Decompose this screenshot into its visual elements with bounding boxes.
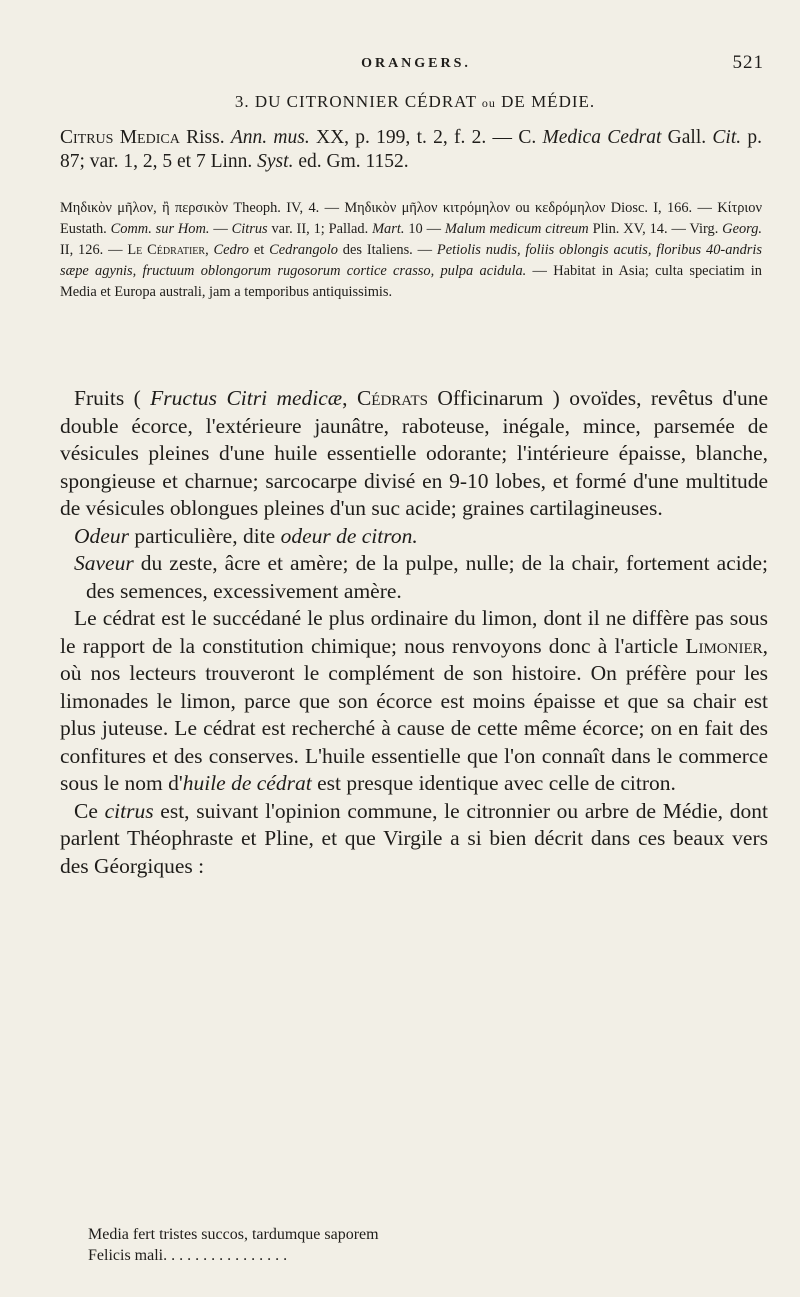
body-text: particulière, dite <box>128 523 281 548</box>
citrus-paragraph <box>60 798 768 881</box>
references-paragraph <box>60 198 762 303</box>
running-title: ORANGERS. <box>361 56 471 71</box>
synonym-ref: Ann. mus. <box>230 127 310 148</box>
ref-italic: Malum medicum citreum <box>444 221 589 237</box>
section-title-ou: ou <box>481 96 496 110</box>
section-number: 3. <box>234 92 250 111</box>
ref-italic: Mart. <box>372 221 405 237</box>
body-text: est, suivant l'opinion commune, le citronnier ou arbre de Médie, dont parlent Théophraste et Pline, et que Virgile a si bien décrit dans ces beaux vers des Géorgiques : <box>60 798 768 878</box>
body-text: Ce <box>74 798 105 823</box>
habitat-text: — Habitat in Asia; culta speciatim in Media et Europa australi, jam a temporibus antiquissimis. <box>60 263 762 300</box>
ref-italic: Citrus <box>231 221 268 237</box>
body-text: Officinarum ) ovoïdes, revêtus d'une double écorce, l'extérieure jaunâtre, raboteuse, inégale, mince, parsemée de vésicules pleines d'une huile essentielle odorante; l'intérieure épaisse, blanche, spongieuse et charnue; sarcocarpe divisé en 9-10 lobes, et formé d'une multitude de vésicules oblongues pleines d'un suc acide; graines cartilagineuses. <box>60 386 769 520</box>
body-italic: odeur de citron. <box>280 523 418 548</box>
body-text: est presque identique avec celle de citron. <box>311 771 676 795</box>
verse-line: Media fert tristes succos, tardumque saporem <box>88 1226 379 1243</box>
cedrat-paragraph <box>60 605 768 798</box>
section-title <box>60 92 770 112</box>
body-text: du zeste, âcre et amère; de la pulpe, nulle; de la chair, fortement acide; des semences, excessivement amère. <box>86 551 768 603</box>
ref-italic: Cedro <box>213 242 249 258</box>
body-text: , où nos lecteurs trouveront le complément de son histoire. On préfère pour les limonades le limon, parce que son écorce est moins épaisse et que sa chair est plus juteuse. Le cédrat est recherché à cause de cette même écorce; on en fait des confitures et des conserves. L'huile essentielle que l'on connaît dans le commerce sous le nom d' <box>60 633 768 795</box>
synonym-text: p. 87; var. 1, 2, 5 et 7 Linn. <box>60 127 763 172</box>
ref-italic: Comm. sur Hom. <box>110 221 210 237</box>
ref-text: — <box>209 221 232 237</box>
running-head <box>62 52 770 78</box>
saveur-label: Saveur <box>74 551 134 575</box>
ref-text: , <box>205 242 214 258</box>
page-number: 521 <box>732 52 764 73</box>
saveur-paragraph <box>74 550 768 605</box>
ref-italic: Cedrangolo <box>269 242 338 258</box>
synonym-ref: Cit. <box>712 127 742 148</box>
synonym-text: XX, p. 199, t. 2, f. 2. — C. <box>309 127 543 148</box>
body-smallcaps: Cédrats <box>356 386 428 410</box>
ref-italic: Georg. <box>722 221 763 237</box>
verse-quotation <box>88 1224 608 1266</box>
ref-text: Plin. XV, 14. — Virg. <box>588 221 723 237</box>
ref-text: 10 — <box>404 221 445 237</box>
synonym-ref: Syst. <box>257 151 294 172</box>
odeur-paragraph <box>74 523 768 551</box>
latin-diagnosis: Petiolis nudis, foliis oblongis acutis, floribus 40-andris sæpe agynis, fructuum oblongorum rugosorum cortice crasso, pulpa acidula. <box>60 242 762 279</box>
body-italic: citrus <box>104 798 154 823</box>
synonym-text: Gall. <box>661 127 713 148</box>
ref-text: II, 126. — <box>60 242 128 258</box>
body-italic: huile de cédrat <box>182 771 312 795</box>
section-title-b: DE MÉDIE. <box>501 92 596 111</box>
synonym-text: ed. Gm. 1152. <box>293 151 409 172</box>
body-italic: Fructus Citri medicæ <box>150 386 343 410</box>
ref-smallcaps: Le Cédratier <box>127 242 206 258</box>
body-smallcaps: Limonier <box>685 633 763 658</box>
main-text <box>60 385 768 880</box>
ref-text: des Italiens. — <box>337 242 437 258</box>
body-text: , <box>342 386 357 410</box>
synonym-name: Medica Cedrat <box>542 127 662 148</box>
odeur-label: Odeur <box>74 523 129 548</box>
synonym-text: Riss. <box>179 127 231 148</box>
body-text: Fruits ( <box>74 386 151 410</box>
ref-text: Μηδικὸν μῆλον, ἢ περσικὸν Theoph. IV, 4. — Μηδικὸν μῆλον κιτρόμηλον ou κεδρόμηλον Diosc. I, 166. — Κίτριον Eustath. <box>60 200 762 237</box>
ref-text: var. II, 1; Pallad. <box>267 221 373 237</box>
species-name: Citrus Medica <box>60 127 180 148</box>
fruits-paragraph <box>60 385 768 523</box>
section-title-a: DU CITRONNIER CÉDRAT <box>254 92 477 111</box>
synonymy-paragraph <box>60 126 762 174</box>
body-text: Le cédrat est le succédané le plus ordinaire du limon, dont il ne diffère pas sous le rapport de la constitution chimique; nous renvoyons donc à l'article <box>60 606 768 658</box>
verse-line: Felicis mali. . . . . . . . . . . . . . . . <box>88 1247 288 1264</box>
ref-text: et <box>249 242 270 258</box>
